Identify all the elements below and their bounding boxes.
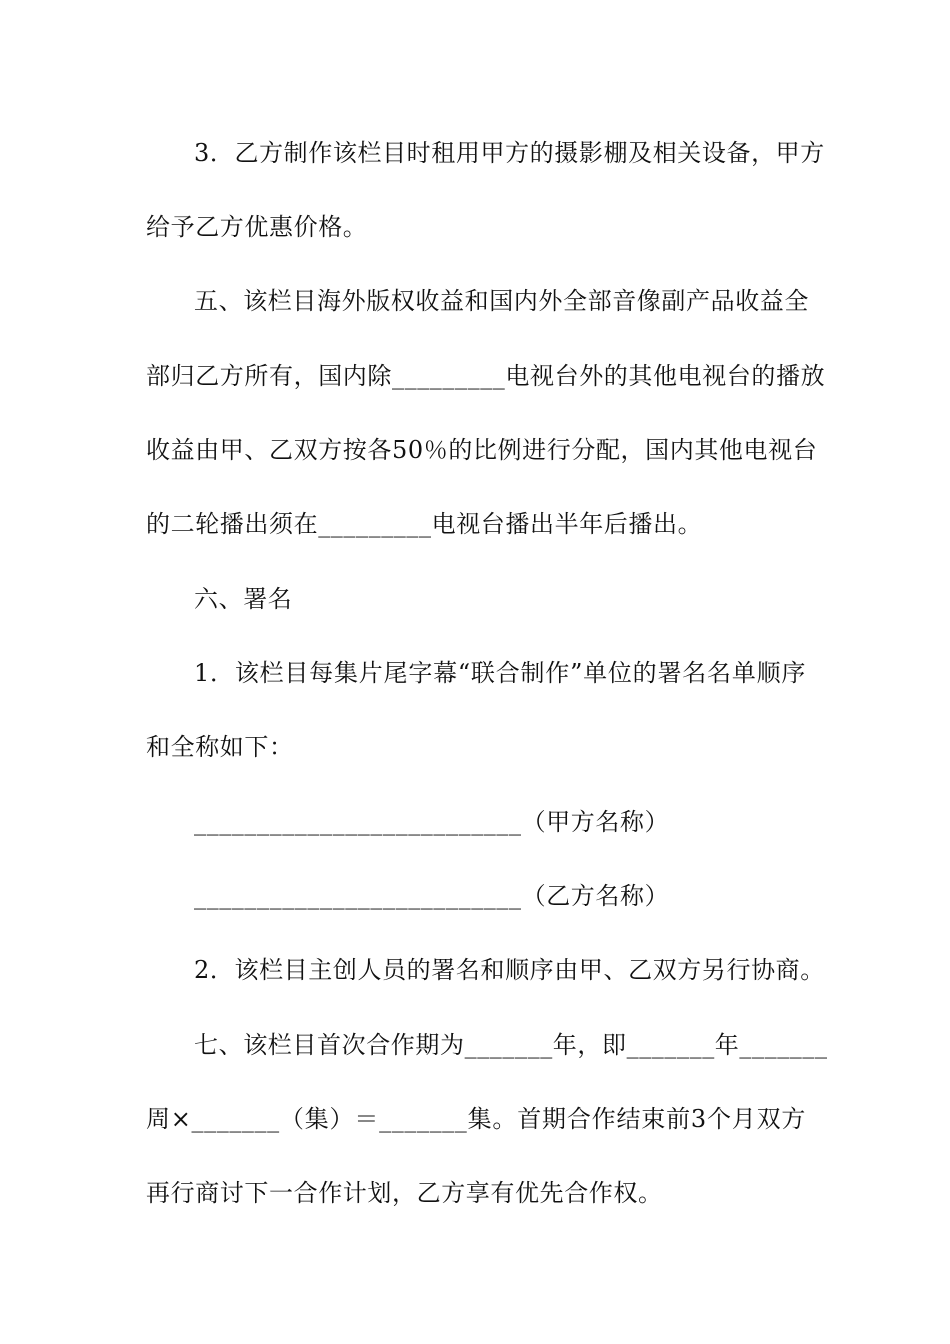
party-b-name-line: __________________________（乙方名称） bbox=[194, 882, 670, 910]
paragraph-line: 周×_______（集）＝_______集。首期合作结束前3个月双方 bbox=[146, 1105, 806, 1133]
paragraph-line: 和全称如下： bbox=[146, 733, 294, 761]
paragraph-line: 给予乙方优惠价格。 bbox=[146, 213, 368, 241]
paragraph-line: 的二轮播出须在_________电视台播出半年后播出。 bbox=[146, 510, 703, 538]
party-a-name-line: __________________________（甲方名称） bbox=[194, 808, 670, 836]
paragraph-line: 3．乙方制作该栏目时租用甲方的摄影棚及相关设备，甲方 bbox=[194, 139, 825, 167]
paragraph-line: 再行商讨下一合作计划，乙方享有优先合作权。 bbox=[146, 1179, 663, 1207]
paragraph-line: 七、该栏目首次合作期为_______年，即_______年_______ bbox=[194, 1031, 828, 1059]
section-heading: 六、署名 bbox=[194, 585, 293, 613]
paragraph-line: 收益由甲、乙双方按各50％的比例进行分配，国内其他电视台 bbox=[146, 436, 818, 464]
paragraph-line: 1．该栏目每集片尾字幕“联合制作”单位的署名名单顺序 bbox=[194, 659, 806, 687]
paragraph-line: 2．该栏目主创人员的署名和顺序由甲、乙双方另行协商。 bbox=[194, 956, 825, 984]
paragraph-line: 部归乙方所有，国内除_________电视台外的其他电视台的播放 bbox=[146, 362, 826, 390]
paragraph-line: 五、该栏目海外版权收益和国内外全部音像副产品收益全 bbox=[194, 287, 809, 315]
